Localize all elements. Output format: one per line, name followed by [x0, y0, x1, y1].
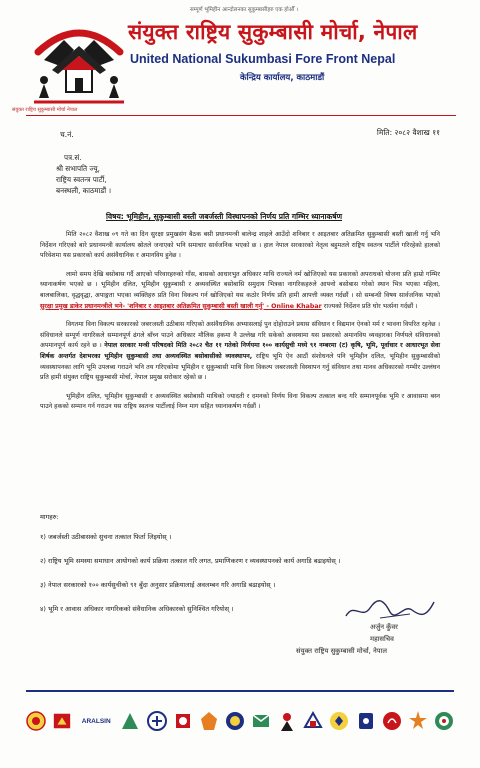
tagline-top: सम्पूर्ण भूमिहीन आन्दोलनका सुकुम्बासीहरु एक होऔँ ।	[190, 7, 299, 13]
recipient-line-2: राष्ट्रिय स्वतन्त्र पार्टी,	[56, 175, 107, 184]
partner-logo-14	[382, 708, 402, 734]
signatory-title: महासचिव	[370, 635, 394, 643]
partner-logo-6	[173, 708, 193, 734]
body-paragraph-1: मिति २०८२ वैशाख ०९ गते का दिन सुरक्षा प्रमुखसंग बैठक बसी प्रधानमन्त्री बालेन्द्र शाहले आउँदो शनिबार र आइतबार अतिक्रमित सुकुम्बासी बस्ती खाली गर्नु भनि निर्देशन गरिएको बारे प्रधानमन्त्री कार्यालय स्रोतले जनाएको भनि समाचार सार्वजनिक भएको छ । हाल नेपाल सरकारको नेतृत्व बहुमतले राष्ट्रिय स्वतन्त्र पार्टीले गरिरहेको हालको परिवेशमा यस प्रकारको कार्य असंवैधानिक र अमानविय हुनेछ ।	[40, 231, 440, 260]
partner-logo-7	[199, 708, 219, 734]
letterhead-divider	[26, 115, 456, 116]
body-paragraph-2-text: लामो समय देखि बसोबास गर्दै आएको परिवारहरुको गाँस, बासको आधारभुत अधिकार माथि राज्यले नर्म खोजिएको यस प्रकारको अपराधको योजना प्रति हाम्रो गम्भिर ध्यानाकर्षण भएको छ । भूमिहीन दलित, भूमिहीन सुकुम्बासी र अव्यवस्थित बसोबासि समुदाय भित्रका नागरिकहरुले आफ्नो बसोबास गरेको स्थान भित्र भएका महिला, बालबालिका, वृद्धवृद्धा, अपाङ्गता भएका व्यक्तिहरु प्रति विना विकल्प गर्न खोजिएको यस कठोर निर्णय प्रति हामी आपत्ती व्यक्त गर्दछौं । सो सम्बन्धी विषय सार्वजनिक भएको	[40, 270, 440, 299]
recipient-block	[56, 152, 111, 196]
demand-item: ४) भूमि र आवास अधिकार नागरिकको संवैधानिक अधिकारको सुनिश्चित गरियोस् ।	[40, 605, 234, 613]
organization-name-english: United National Sukumbasi Fore Front Nepal	[130, 52, 396, 66]
letter-date: मिति: २०८२ वैशाख ११	[376, 128, 440, 137]
partner-logo-4	[120, 708, 140, 734]
body-paragraph-2	[40, 270, 440, 312]
signatory-organization: संयुक्त राष्ट्रिय सुकुम्बासी मोर्चा, नेपाल	[296, 647, 387, 655]
organization-logo	[30, 8, 128, 106]
partner-logo-1	[26, 708, 46, 734]
letterhead	[0, 0, 480, 122]
partner-logo-8	[225, 708, 245, 734]
logo-caption: संयुक्त राष्ट्रिय सुकुम्बासी मोर्चा नेपाल	[12, 107, 78, 113]
footer-partner-logos	[26, 690, 454, 760]
letter-body	[40, 230, 440, 421]
news-headline-link[interactable]: सुरक्षा प्रमुख डाकेर प्रधानमन्त्रीले भने- 'शनिबार र आइतबार अतिक्रमित सुकुम्बासी बस्ती खाली गर्नु' - Online Khabar	[40, 302, 322, 310]
organization-name-nepali: संयुक्त राष्ट्रिय सुकुम्बासी मोर्चा, नेपाल	[128, 20, 418, 44]
cabinet-decision-highlight: नेपाल सरकार मन्त्री परिषदको मिति २०८२ चैत ११ गतेको निर्णयमा १०० कार्यसुची मध्ये ९१ नम्बरमा (ट) कृषि, भूमि, पूर्वाधार र आधारभूत सेवा शिर्षक अन्तर्गत देशभरका भूमिहीन सुकुम्बासी तथा अव्यवस्थित बसोबासीको व्यवस्थापन,	[40, 342, 440, 360]
partner-logo-9	[251, 708, 271, 734]
letter-subject: विषय: भूमिहीन, सुकुम्बासी बस्ती जबर्जस्ती विस्थापनको निर्णय प्रति गम्भिर ध्यानाकर्षण	[106, 212, 342, 221]
dispatch-number-label: पत्र.सं.	[64, 153, 82, 162]
recipient-line-3: बनस्थली, काठमाडौं ।	[56, 186, 112, 195]
partner-logo-16	[434, 708, 454, 734]
partner-logo-2	[52, 708, 72, 734]
office-location: केन्द्रिय कार्यालय, काठमाडौं	[240, 73, 325, 83]
body-paragraph-3	[40, 320, 440, 384]
aralin-logo-text: ARALSIN	[81, 717, 111, 725]
partner-logo-15	[408, 708, 428, 734]
recipient-line-1: श्री सभापति ज्यू,	[56, 164, 100, 173]
partner-logo-5	[147, 708, 167, 734]
body-paragraph-3-text: विगतमा विना विकल्प सरकारको जबरजस्ती उठीबास गरिएको असंवैधानिक अभ्यासलाई पुन दोहोराउने प्रयास संविधान र विद्यमान ऐनको मर्म र भावना विपरित रहनेछ । संविधानले सम्पूर्ण नागरिकले सम्मानपूर्ण ढंगले बाँच्न पाउने अधिकार मौलिक हकमा नै उल्लेख गरि सकेको अवस्थामा यस प्रकारको अमानविय व्यवहारका निर्णयले संविधानको अपमानपूर्ण कार्य रहने छ ।	[40, 321, 440, 350]
partner-logo-13	[356, 708, 376, 734]
demand-item: १) जबर्जस्ती उठीबासको सुचना तत्काल फिर्ता लिइयोस् ।	[40, 533, 172, 541]
reference-number-label: च.नं.	[60, 130, 74, 139]
demand-item: २) राष्ट्रिय भूमि समस्या समाधान आयोगको कार्य प्रक्रिया तत्काल गरि लगत, प्रमाणिकरण र व्यवस्थापनको कार्य अगाडि बढाइयोस् ।	[40, 557, 341, 565]
demand-item: ३) नेपाल सरकारको १०० कार्यसुचीको ९१ बुँदा अनुसार प्रक्रियालाई अवलम्बन गरि अगाडि बढाइयोस् ।	[40, 581, 276, 589]
demands-heading: मागहरु:	[40, 513, 59, 521]
body-paragraph-3-end: राष्ट्रिय भूमि ऐन आठौं संशोधनले पनि भूमिहीन दलित, भूमिहीन सुकुम्बासीको व्यवस्थापनका लागि भूमि उपलब्ध गराउने भनि तय गरिएकोमा भूमिहीन र सुकुम्बासी माथि विना विकल्प जबरजस्ती विस्थापन गर्नु संविधान तथा मानव अधिकारको गम्भीर उल्लंघन प्रति हामी संयुक्त राष्ट्रिय सुकुम्बासी मोर्चा, नेपाल प्रमुख सरोकार रहेको छ ।	[40, 352, 440, 382]
body-paragraph-4: भूमिहीन दलित, भूमिहीन सुकुम्बासी र अव्यवस्थित बसोबासी माथिको ज्यादती र दमनको निर्णय विना विकल्प तत्काल बन्द गरि सम्मानपूर्वक भूमि र आवासमा बस्न पाउने हकको सम्मान गर्न गराउन यस राष्ट्रिय स्वतन्त्र पार्टीलाई निम्न माग सहित ध्यानाकर्षण गर्दछौं ।	[40, 392, 440, 411]
body-paragraph-2-end: राज्यको निर्देशन प्रति घोर भर्त्सना गर्दछौं ।	[323, 302, 418, 310]
partner-logo-aralin	[78, 708, 114, 734]
signatory-name: अर्जुन कुँवर	[370, 623, 398, 631]
partner-logo-10	[277, 708, 297, 734]
partner-logo-12	[329, 708, 349, 734]
reference-block	[60, 128, 74, 141]
handwritten-signature	[340, 596, 440, 624]
partner-logo-row	[26, 708, 454, 734]
partner-logo-11	[303, 708, 323, 734]
